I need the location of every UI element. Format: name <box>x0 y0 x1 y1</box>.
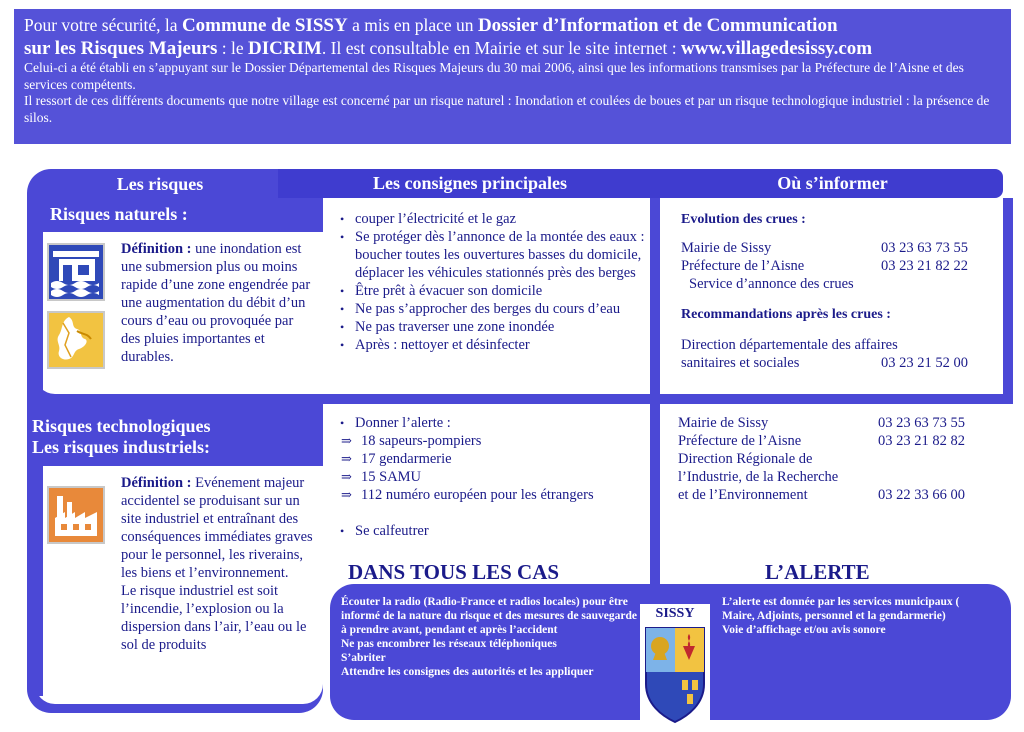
tech-consignes <box>337 414 652 540</box>
contact-name: Direction Régionale de <box>678 451 813 467</box>
natural-info <box>681 210 981 372</box>
crest-frame <box>640 604 710 728</box>
consigne-item: • couper l’électricité et le gaz <box>337 210 647 228</box>
alert-title: L’ALERTE <box>765 560 870 584</box>
tech-risks-title: Risques technologiques Les risques industriels: <box>32 416 211 457</box>
divider <box>323 394 1013 404</box>
consigne-item: • Donner l’alerte : <box>337 414 652 432</box>
natural-definition: Définition : une inondation est une submersion plus ou moins rapide d’une zone engendrée par une augmentation du débit d’un cours d’eau ou provoquée par des pluies importantes et durables. <box>121 241 311 365</box>
contact-name: Préfecture de l’Aisne <box>678 433 802 449</box>
contact-name: Mairie de Sissy <box>678 415 769 431</box>
panel-edge <box>35 232 43 394</box>
natural-consignes <box>337 210 647 354</box>
banner-paragraph-2: Il ressort de ces différents documents que notre village est concerné par un risque naturel : Inondation et coulées de boues et par un risque technologique industriel : la présence de silos. <box>24 93 990 125</box>
consigne-item: • Être prêt à évacuer son domicile <box>337 282 647 300</box>
tech-info <box>678 414 978 504</box>
consigne-item: • Ne pas s’approcher des berges du cours d’eau <box>337 300 647 318</box>
contact-name: Direction départementale des affaires <box>681 337 898 353</box>
consigne-item: • Se protéger dès l’annonce de la montée des eaux : boucher toutes les ouvertures basses du domicile, déplacer les véhicules stationnés près des berges <box>337 228 647 282</box>
contact-name: et de l’Environnement <box>678 487 808 503</box>
emergency-number: ⇒ 17 gendarmerie <box>341 450 652 468</box>
natural-risks-title: Risques naturels : <box>50 204 188 224</box>
alert-text: L’alerte est donnée par les services municipaux ( Maire, Adjoints, personnel et la gendarmerie) Voie d’affichage et/ou avis sonore <box>722 596 960 636</box>
contact-phone: 03 22 33 66 00 <box>878 487 965 503</box>
contact-phone: 03 23 21 82 82 <box>878 433 965 449</box>
info-title: Evolution des crues : <box>681 212 806 227</box>
panel-edge <box>35 466 43 696</box>
contact-name: sanitaires et sociales <box>681 355 800 371</box>
contact-name: Service d’annonce des crues <box>689 276 854 292</box>
all-cases-text: Écouter la radio (Radio-France et radios locales) pour être informé de la nature du risque et des mesures de sauvegarde à prendre avant, pendant et après l’accident Ne pas encombrer les réseaux téléphoniques S’abriter Attendre les consignes des autorités et les appliquer <box>341 596 638 678</box>
sissy-coat-of-arms <box>640 624 710 724</box>
contact-name: Préfecture de l’Aisne <box>681 258 805 274</box>
consigne-item: • Ne pas traverser une zone inondée <box>337 318 647 336</box>
info-title: Recommandations après les crues : <box>681 307 891 322</box>
contact-name: Mairie de Sissy <box>681 240 772 256</box>
contact-phone: 03 23 21 52 00 <box>881 355 968 371</box>
intro-banner <box>14 9 1011 144</box>
all-cases-title: DANS TOUS LES CAS <box>348 560 560 584</box>
banner-paragraph-1: Celui-ci a été établi en s’appuyant sur le Dossier Départemental des Risques Majeurs du 30 mai 2006, ainsi que les informations transmises par la Préfecture de l’Aisne et des services compétents. <box>24 60 964 92</box>
consigne-item: • Se calfeutrer <box>337 522 652 540</box>
crest-label: SISSY <box>655 606 695 621</box>
emergency-number: ⇒ 15 SAMU <box>341 468 652 486</box>
tech-definition: Définition : Evénement majeur accidentel se produisant sur un site industriel et entraînant des conséquences immédiates graves pour le personnel, les riverains, les biens et l’environnement. Le risque industriel est soit l’incendie, l’explosion ou la dispersion dans l’air, l’eau ou le sol de produits <box>121 475 313 653</box>
divider <box>1003 198 1013 394</box>
contact-phone: 03 23 21 82 22 <box>881 258 968 274</box>
contact-phone: 03 23 63 73 55 <box>881 240 968 256</box>
contact-phone: 03 23 63 73 55 <box>878 415 965 431</box>
emergency-number: ⇒ 112 numéro européen pour les étrangers <box>341 486 652 504</box>
factory-icon <box>47 486 105 544</box>
consigne-item: • Après : nettoyer et désinfecter <box>337 336 647 354</box>
risques-header: Les risques <box>116 174 204 194</box>
emergency-number: ⇒ 18 sapeurs-pompiers <box>341 432 652 450</box>
contact-name: l’Industrie, de la Recherche <box>678 469 839 485</box>
flood-house-icon <box>47 243 105 301</box>
informer-header: Où s’informer <box>662 169 1003 198</box>
map-icon <box>47 311 105 369</box>
consignes-header: Les consignes principales <box>278 169 662 198</box>
banner-line-2: sur les Risques Majeurs : le DICRIM. Il est consultable en Mairie et sur le site internet : www.villagedesissy.com <box>24 38 873 59</box>
banner-line-1: Pour votre sécurité, la Commune de SISSY a mis en place un Dossier d’Information et de Communication <box>24 15 838 36</box>
